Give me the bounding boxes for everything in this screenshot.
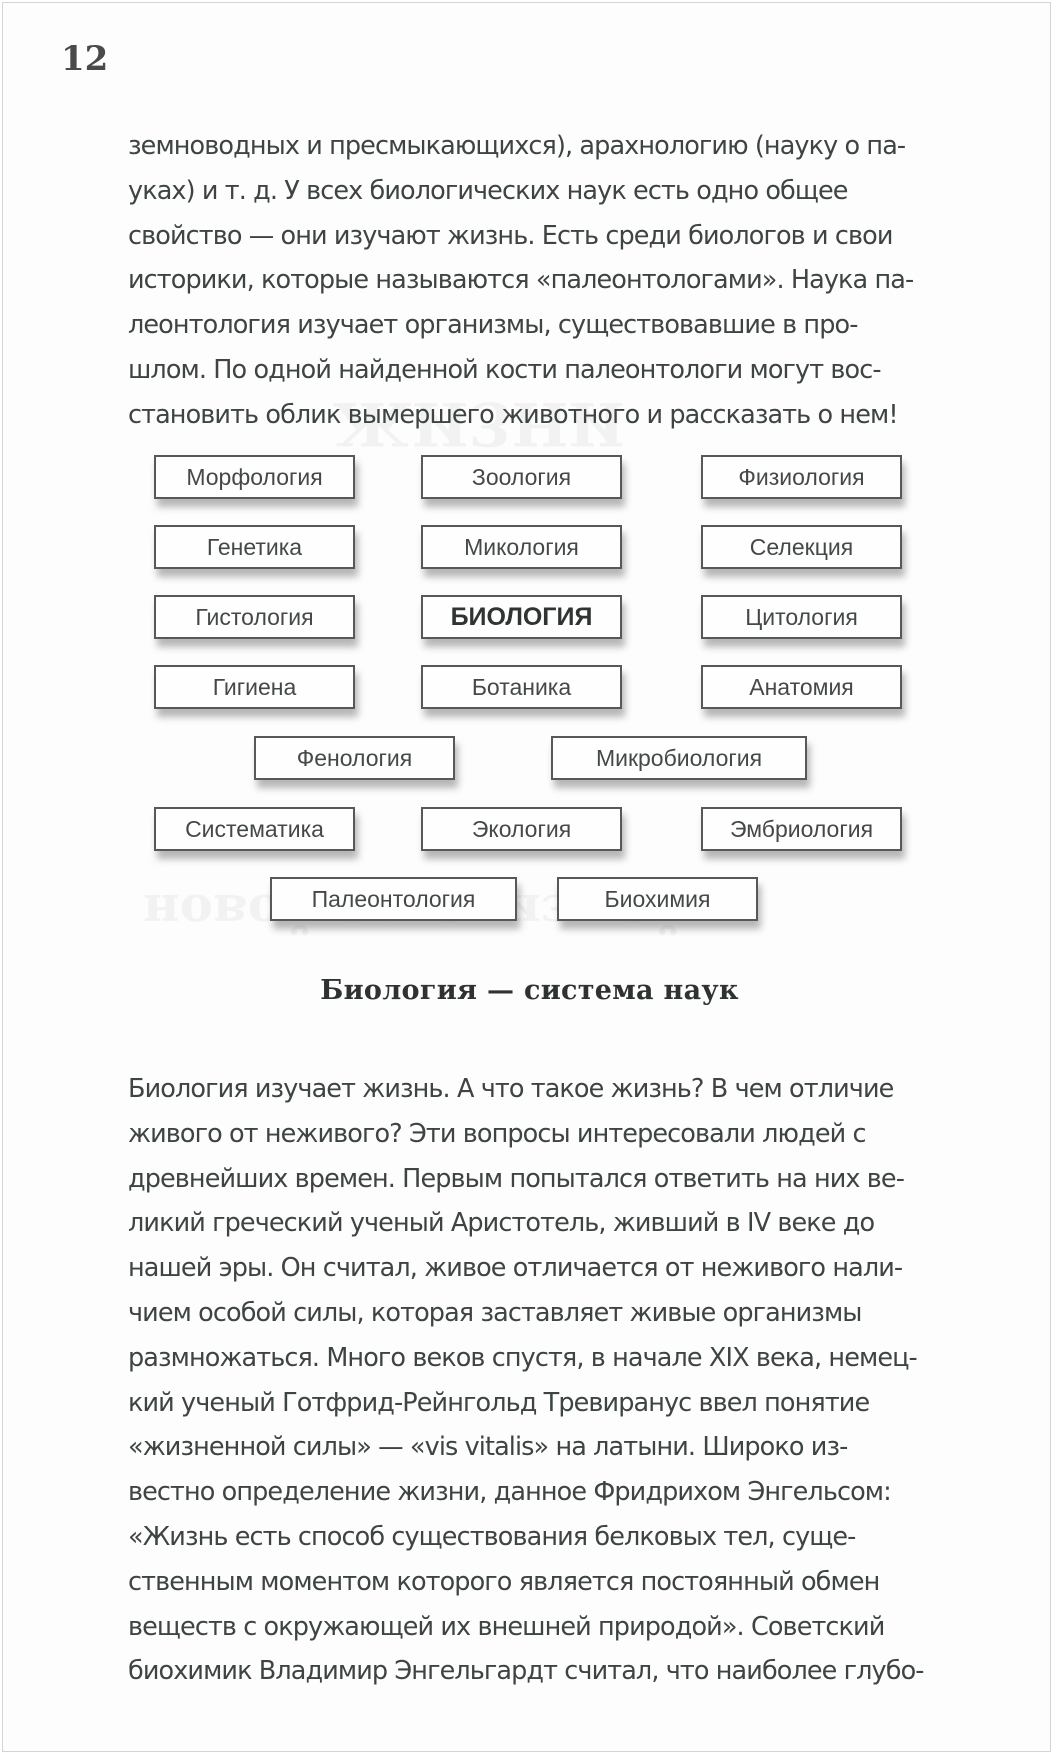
paragraph-what-is-life [128, 1067, 998, 1694]
science-box-physiology: Физиология [701, 455, 902, 499]
book-page [2, 2, 1051, 1752]
text-line: живого от неживого? Эти вопросы интересовали людей с [128, 1118, 866, 1149]
text-line: свойство — они изучают жизнь. Есть среди биологов и свои [128, 220, 893, 251]
text-line: Биология изучает жизнь. А что такое жизнь? В чем отличие [128, 1074, 894, 1104]
science-box-biochemistry: Биохимия [557, 877, 758, 921]
science-box-mycology: Микология [421, 525, 622, 569]
diagram-caption: Биология — система наук [320, 975, 739, 1006]
science-box-embryology: Эмбриология [701, 807, 902, 851]
science-box-botany: Ботаника [421, 665, 622, 709]
text-line: ликий греческий ученый Аристотель, живший в IV веке до [128, 1208, 875, 1239]
text-line: веществ с окружающей их внешней природой». Советский [128, 1611, 885, 1642]
science-box-microbiology: Микробиология [551, 736, 807, 780]
science-box-histology: Гистология [154, 595, 355, 639]
science-box-ecology: Экология [421, 807, 622, 851]
science-box-systematics: Систематика [154, 807, 355, 851]
text-line: нашей эры. Он считал, живое отличается от неживого нали- [128, 1253, 903, 1284]
text-line: историки, которые называются «палеонтологами». Наука па- [128, 265, 914, 296]
science-box-zoology: Зоология [421, 455, 622, 499]
science-box-cytology: Цитология [701, 595, 902, 639]
text-line: становить облик вымершего животного и рассказать о нем! [128, 399, 898, 430]
science-box-biology-center: БИОЛОГИЯ [421, 595, 622, 639]
science-box-phenology: Фенология [254, 736, 455, 780]
text-line: древнейших времен. Первым попытался ответить на них ве- [128, 1163, 905, 1194]
text-line: леонтология изучает организмы, существовавшие в про- [128, 310, 858, 341]
text-line: «жизненной силы» — «vis vitalis» на латыни. Широко из- [128, 1432, 848, 1463]
science-box-hygiene: Гигиена [154, 665, 355, 709]
text-line: ственным моментом которого является постоянный обмен [128, 1566, 880, 1597]
text-line: земноводных и пресмыкающихся), арахнологию (науку о па- [128, 131, 906, 161]
text-line: кий ученый Готфрид-Рейнгольд Тревиранус ввел понятие [128, 1387, 870, 1418]
text-line: шлом. По одной найденной кости палеонтологи могут вос- [128, 354, 881, 385]
science-box-genetics: Генетика [154, 525, 355, 569]
science-box-paleontology: Палеонтология [270, 877, 517, 921]
science-box-morphology: Морфология [154, 455, 355, 499]
paragraph-intro [128, 124, 998, 438]
text-line: размножаться. Много веков спустя, в начале XIX века, немец- [128, 1342, 917, 1373]
science-box-anatomy: Анатомия [701, 665, 902, 709]
science-box-selection: Селекция [701, 525, 902, 569]
text-line: чием особой силы, которая заставляет живые организмы [128, 1297, 862, 1328]
text-line: биохимик Владимир Энгельгардт считал, что наиболее глубо- [128, 1656, 924, 1687]
text-line: «Жизнь есть способ существования белковых тел, суще- [128, 1521, 856, 1552]
text-line: уках) и т. д. У всех биологических наук есть одно общее [128, 175, 848, 206]
page-number: 12 [61, 39, 109, 79]
text-line: вестно определение жизни, данное Фридрихом Энгельсом: [128, 1477, 891, 1508]
